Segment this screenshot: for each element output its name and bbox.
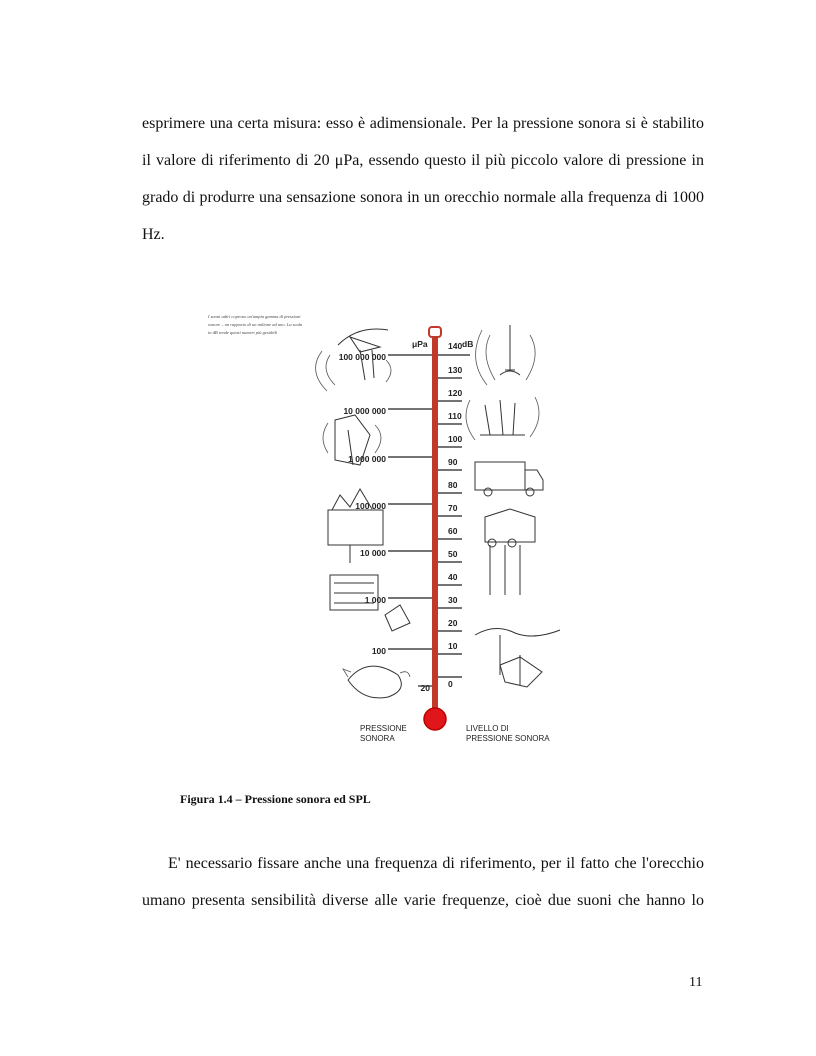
sketch-office bbox=[330, 575, 410, 631]
sketch-rock-band bbox=[466, 397, 539, 440]
db-label: 100 bbox=[448, 434, 463, 444]
db-label: 30 bbox=[448, 595, 458, 605]
figure-note-line: sonore – un rapporto di un milione ad uno. La scala bbox=[208, 322, 303, 327]
sketch-countryside bbox=[475, 628, 560, 687]
db-label: 120 bbox=[448, 388, 463, 398]
body-paragraph-1 bbox=[142, 105, 704, 253]
db-label: 140 bbox=[448, 341, 463, 351]
db-label: 70 bbox=[448, 503, 458, 513]
db-label: 110 bbox=[448, 411, 462, 421]
db-scale bbox=[438, 341, 470, 689]
pressure-label: 10 000 bbox=[360, 548, 386, 558]
pressure-label: 100 000 bbox=[355, 501, 386, 511]
sketch-rocket-launch bbox=[476, 325, 536, 385]
left-caption-line: PRESSIONE bbox=[360, 724, 407, 733]
thermometer-top bbox=[429, 327, 441, 337]
pressure-label: 1 000 bbox=[364, 595, 386, 605]
db-label: 0 bbox=[448, 679, 453, 689]
body-paragraph-2 bbox=[142, 845, 704, 919]
pressure-label: 100 bbox=[371, 646, 386, 656]
pressure-label: 1 000 000 bbox=[348, 454, 386, 464]
db-label: 50 bbox=[448, 549, 458, 559]
figure-caption: Figura 1.4 – Pressione sonora ed SPL bbox=[180, 792, 371, 806]
db-label: 90 bbox=[448, 457, 458, 467]
sketch-truck bbox=[475, 462, 543, 496]
db-label: 10 bbox=[448, 641, 458, 651]
right-caption-line: PRESSIONE SONORA bbox=[466, 734, 550, 743]
db-label: 130 bbox=[448, 365, 463, 375]
text-line: esprimere una certa misura: esso è adimensionale. Per la pressione sonora si è stabilito bbox=[142, 115, 704, 132]
figure-note-line: in dB rende questi numeri più gestibili bbox=[208, 330, 278, 335]
upa-unit-label: μPa bbox=[412, 339, 428, 349]
db-label: 20 bbox=[448, 618, 458, 628]
figure-note-line: I suoni udiri coprono un'ampia gamma di pressioni bbox=[208, 314, 301, 319]
db-label: 40 bbox=[448, 572, 458, 582]
pressure-scale bbox=[339, 352, 432, 693]
db-unit-label: dB bbox=[462, 339, 474, 349]
page-number: 11 bbox=[689, 975, 703, 990]
left-caption-line: SONORA bbox=[360, 734, 395, 743]
pressure-label: 10 000 000 bbox=[343, 406, 386, 416]
thermometer-tube bbox=[432, 333, 438, 711]
db-label: 60 bbox=[448, 526, 458, 536]
text-line: Hz. bbox=[142, 226, 165, 243]
spl-figure bbox=[200, 305, 560, 755]
db-label: 80 bbox=[448, 480, 458, 490]
pressure-label: 100 000 000 bbox=[338, 352, 386, 362]
thermometer-bulb bbox=[424, 708, 446, 730]
sketch-conversation bbox=[485, 509, 535, 595]
text-line: il valore di riferimento di 20 μPa, essendo questo il più piccolo valore di pressione in bbox=[142, 152, 704, 169]
sketch-sleeping-cat bbox=[343, 666, 410, 698]
text-line: umano presenta sensibilità diverse alle varie frequenze, cioè due suoni che hanno lo bbox=[142, 892, 704, 909]
text-line: E' necessario fissare anche una frequenza di riferimento, per il fatto che l'orecchio bbox=[168, 855, 704, 872]
spl-thermometer-illustration bbox=[200, 305, 560, 755]
pressure-label: 20 bbox=[420, 683, 430, 693]
right-caption-line: LIVELLO DI bbox=[466, 724, 509, 733]
text-line: grado di produrre una sensazione sonora in un orecchio normale alla frequenza di 1000 bbox=[142, 189, 704, 206]
